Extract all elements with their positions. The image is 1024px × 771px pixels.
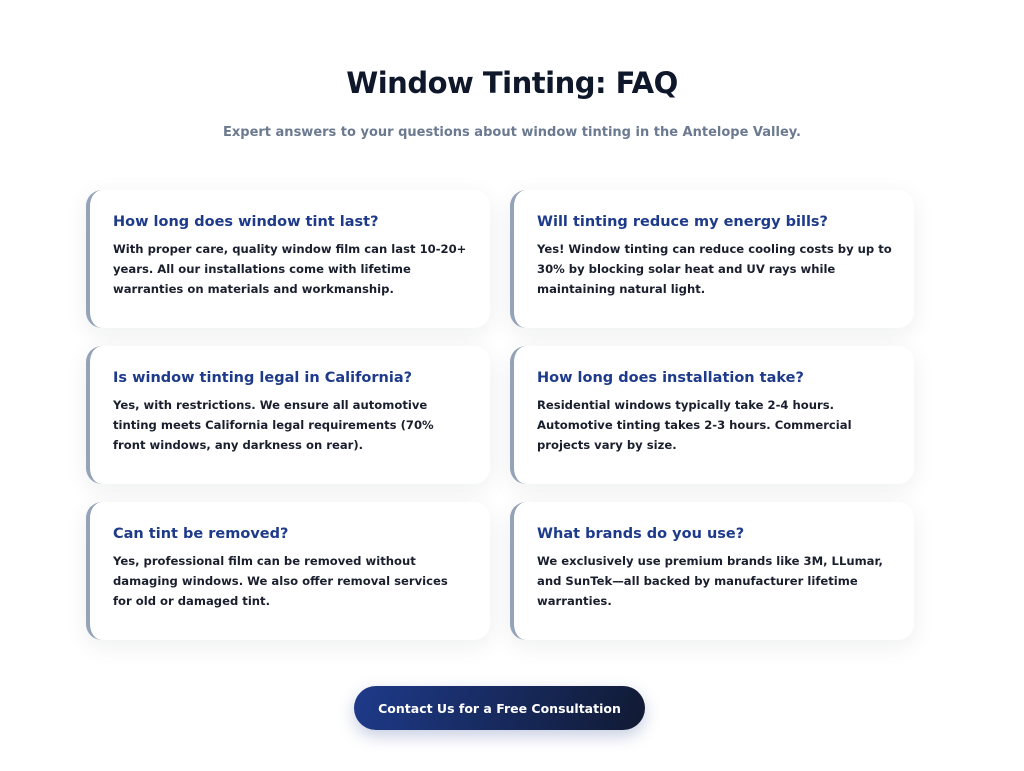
faq-question: Will tinting reduce my energy bills?	[537, 214, 828, 230]
faq-answer: Yes, professional film can be removed without damaging windows. We also offer removal services for old or damaged tint.	[113, 554, 448, 608]
contact-consultation-button[interactable]: Contact Us for a Free Consultation	[354, 686, 645, 730]
faq-card	[86, 502, 490, 640]
faq-card	[510, 190, 914, 328]
page-title: Window Tinting: FAQ	[346, 66, 678, 100]
faq-answer: Yes, with restrictions. We ensure all automotive tinting meets California legal requirements (70% front windows, any darkness on rear).	[113, 398, 434, 452]
faq-card	[86, 346, 490, 484]
faq-question: How long does window tint last?	[113, 214, 379, 230]
faq-question: How long does installation take?	[537, 370, 804, 386]
faq-answer: Residential windows typically take 2-4 hours. Automotive tinting takes 2-3 hours. Commercial projects vary by size.	[537, 398, 852, 452]
page-subtitle: Expert answers to your questions about window tinting in the Antelope Valley.	[223, 125, 801, 140]
faq-answer: With proper care, quality window film can last 10-20+ years. All our installations come with lifetime warranties on materials and workmanship.	[113, 242, 467, 296]
faq-grid	[86, 190, 914, 640]
faq-answer: We exclusively use premium brands like 3M, LLumar, and SunTek—all backed by manufacturer lifetime warranties.	[537, 554, 883, 608]
faq-answer: Yes! Window tinting can reduce cooling costs by up to 30% by blocking solar heat and UV rays while maintaining natural light.	[537, 242, 892, 296]
faq-question: Can tint be removed?	[113, 526, 289, 542]
faq-card	[510, 502, 914, 640]
faq-card	[86, 190, 490, 328]
faq-question: What brands do you use?	[537, 526, 745, 542]
faq-card	[510, 346, 914, 484]
faq-question: Is window tinting legal in California?	[113, 370, 413, 386]
